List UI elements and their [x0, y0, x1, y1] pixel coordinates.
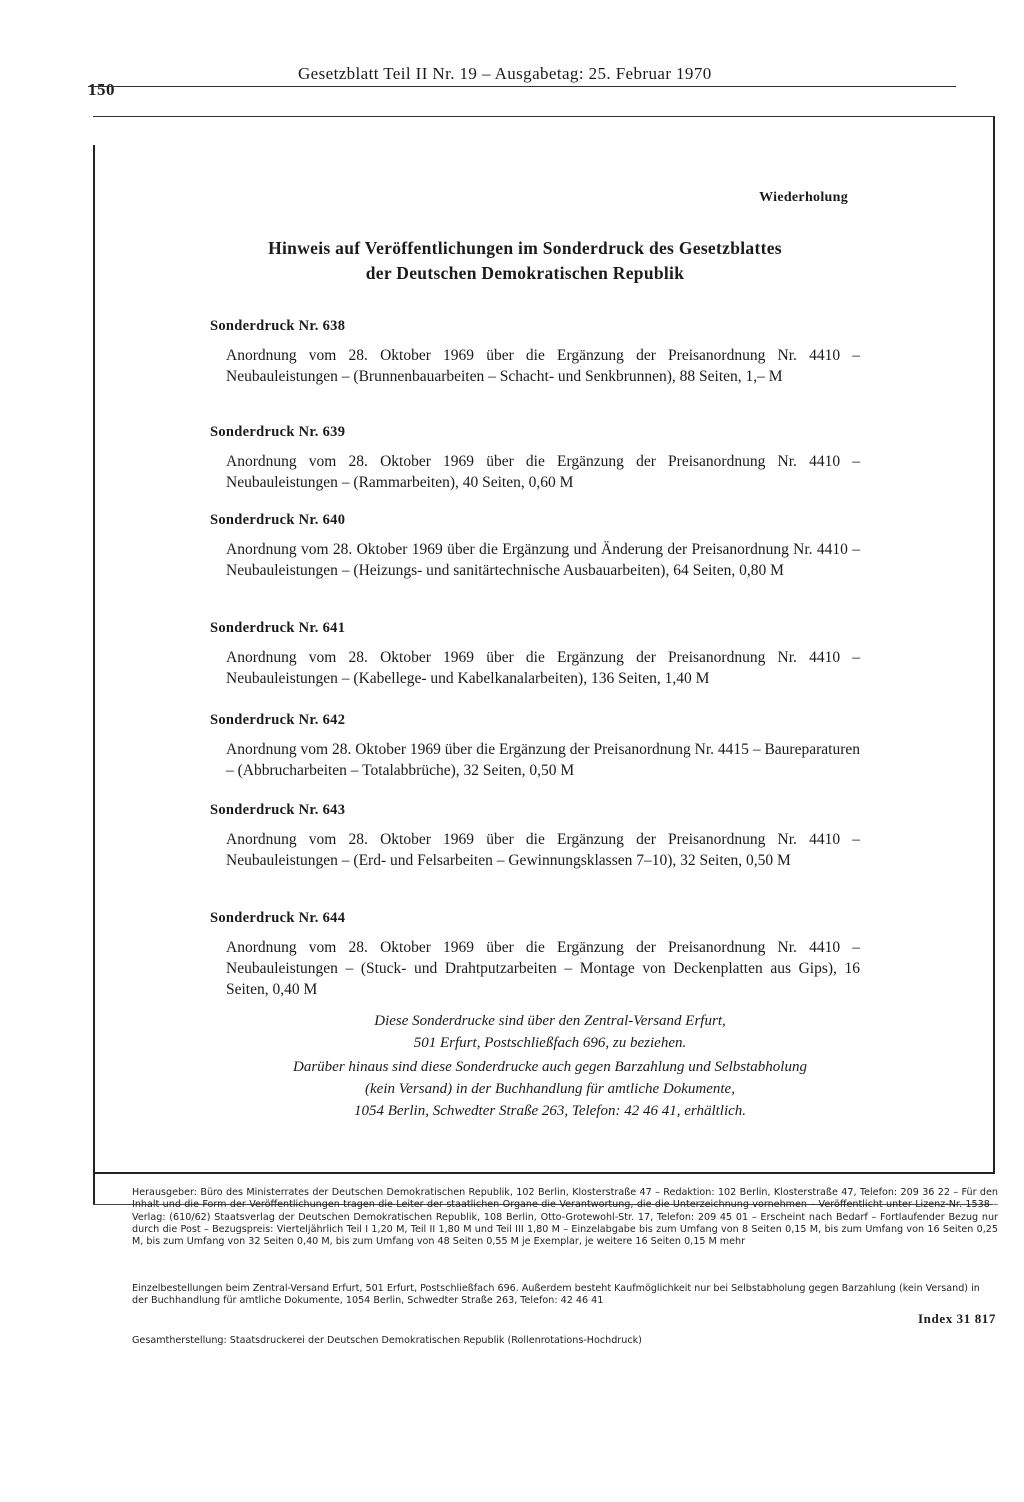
ordering-notice-line: Diese Sonderdrucke sind über den Zentral-Versand Erfurt, — [374, 1013, 726, 1029]
pickup-notice-line: Darüber hinaus sind diese Sonderdrucke auch gegen Barzahlung und Selbstabholung — [293, 1059, 807, 1075]
special-print-entry — [210, 620, 860, 689]
ordering-notice-line: 501 Erfurt, Postschließfach 696, zu beziehen. — [413, 1035, 687, 1051]
entry-heading: Sonderdruck Nr. 639 — [210, 424, 346, 440]
entry-text: Anordnung vom 28. Oktober 1969 über die Ergänzung der Preisanordnung Nr. 4410 – Neubauleistungen – (Stuck- und Drahtputzarbeiten – Montage von Deckenplatten aus Gips), 16 Seiten, 0,40 M — [226, 939, 860, 998]
notice-title-line: der Deutschen Demokratischen Republik — [365, 263, 685, 283]
special-print-entry — [210, 910, 860, 1000]
entry-text: Anordnung vom 28. Oktober 1969 über die Ergänzung der Preisanordnung Nr. 4415 – Baureparaturen – (Abbrucharbeiten – Totalabbrüche), 32 Seiten, 0,50 M — [226, 741, 860, 779]
entry-text: Anordnung vom 28. Oktober 1969 über die Ergänzung der Preisanordnung Nr. 4410 – Neubauleistungen – (Brunnenbauarbeiten – Schacht- und Senkbrunnen), 88 Seiten, 1,– M — [226, 347, 860, 385]
special-print-entry — [210, 424, 860, 493]
header-rule — [88, 86, 956, 87]
entry-text: Anordnung vom 28. Oktober 1969 über die Ergänzung der Preisanordnung Nr. 4410 – Neubauleistungen – (Rammarbeiten), 40 Seiten, 0,60 M — [226, 453, 860, 491]
special-print-entry — [210, 712, 860, 781]
ordering-notice — [230, 1010, 870, 1054]
running-header — [88, 62, 956, 98]
page-number: 150 — [88, 80, 115, 99]
notice-title — [230, 236, 820, 286]
special-print-entry — [210, 512, 860, 581]
index-number: Index 31 817 — [918, 1311, 996, 1326]
entry-heading: Sonderdruck Nr. 641 — [210, 620, 346, 636]
entry-heading: Sonderdruck Nr. 644 — [210, 910, 346, 926]
pickup-notice-line: 1054 Berlin, Schwedter Straße 263, Telefon: 42 46 41, erhältlich. — [353, 1103, 747, 1119]
running-title: Gesetzblatt Teil II Nr. 19 – Ausgabetag: 25. Februar 1970 — [298, 64, 712, 83]
entry-heading: Sonderdruck Nr. 643 — [210, 802, 346, 818]
entry-heading: Sonderdruck Nr. 640 — [210, 512, 346, 528]
pickup-notice-line: (kein Versand) in der Buchhandlung für amtliche Dokumente, — [365, 1081, 735, 1097]
repeat-label: Wiederholung — [759, 190, 848, 205]
entry-text: Anordnung vom 28. Oktober 1969 über die Ergänzung der Preisanordnung Nr. 4410 – Neubauleistungen – (Erd- und Felsarbeiten – Gewinnungsklassen 7–10), 32 Seiten, 0,50 M — [226, 831, 860, 869]
special-print-entry — [210, 802, 860, 871]
special-print-entry — [210, 318, 860, 387]
publisher-imprint: Herausgeber: Büro des Ministerrates der Deutschen Demokratischen Republik, 102 Berlin, Klosterstraße 47 – Redaktion: 102 Berlin, Klosterstraße 47, Telefon: 209 36 22 – Für den Inhalt und die Form der Veröffentlichungen tragen die Leiter der staatlichen Organe die Verantwortung, die die Unterzeichnung vornehmen – Veröffentlicht unter Lizenz-Nr. 1538 – Verlag: (610/62) Staatsverlag der Deutschen Demokratischen Republik, 108 Berlin, Otto-Grotewohl-Str. 17, Telefon: 209 45 01 – Erscheint nach Bedarf – Fortlaufender Bezug nur durch die Post – Bezugspreis: Vierteljährlich Teil I 1,20 M, Teil II 1,80 M und Teil III 1,80 M – Einzelabgabe bis zum Umfang von 8 Seiten 0,15 M, bis zum Umfang von 16 Seiten 0,25 M, bis zum Umfang von 32 Seiten 0,40 M, bis zum Umfang von 48 Seiten 0,55 M je Exemplar, je weitere 16 Seiten 0,15 M mehr — [132, 1187, 998, 1248]
notice-frame-left-rule — [93, 145, 95, 1205]
entry-text: Anordnung vom 28. Oktober 1969 über die Ergänzung der Preisanordnung Nr. 4410 – Neubauleistungen – (Kabellege- und Kabelkanalarbeiten), 136 Seiten, 1,40 M — [226, 649, 860, 687]
production-imprint: Gesamtherstellung: Staatsdruckerei der Deutschen Demokratischen Republik (Rollenrotations-Hochdruck) — [132, 1335, 642, 1346]
entry-heading: Sonderdruck Nr. 638 — [210, 318, 346, 334]
notice-title-line: Hinweis auf Veröffentlichungen im Sonderdruck des Gesetzblattes — [268, 238, 782, 258]
pickup-notice — [215, 1056, 885, 1122]
entry-heading: Sonderdruck Nr. 642 — [210, 712, 346, 728]
order-imprint: Einzelbestellungen beim Zentral-Versand Erfurt, 501 Erfurt, Postschließfach 696. Außerdem besteht Kaufmöglichkeit nur bei Selbstabholung gegen Barzahlung (kein Versand) in der Buchhandlung für amtliche Dokumente, 1054 Berlin, Schwedter Straße 263, Telefon: 42 46 41 — [132, 1283, 980, 1307]
entry-text: Anordnung vom 28. Oktober 1969 über die Ergänzung und Änderung der Preisanordnung Nr. 4410 – Neubauleistungen – (Heizungs- und sanitärtechnische Ausbauarbeiten), 64 Seiten, 0,80 M — [226, 541, 860, 579]
